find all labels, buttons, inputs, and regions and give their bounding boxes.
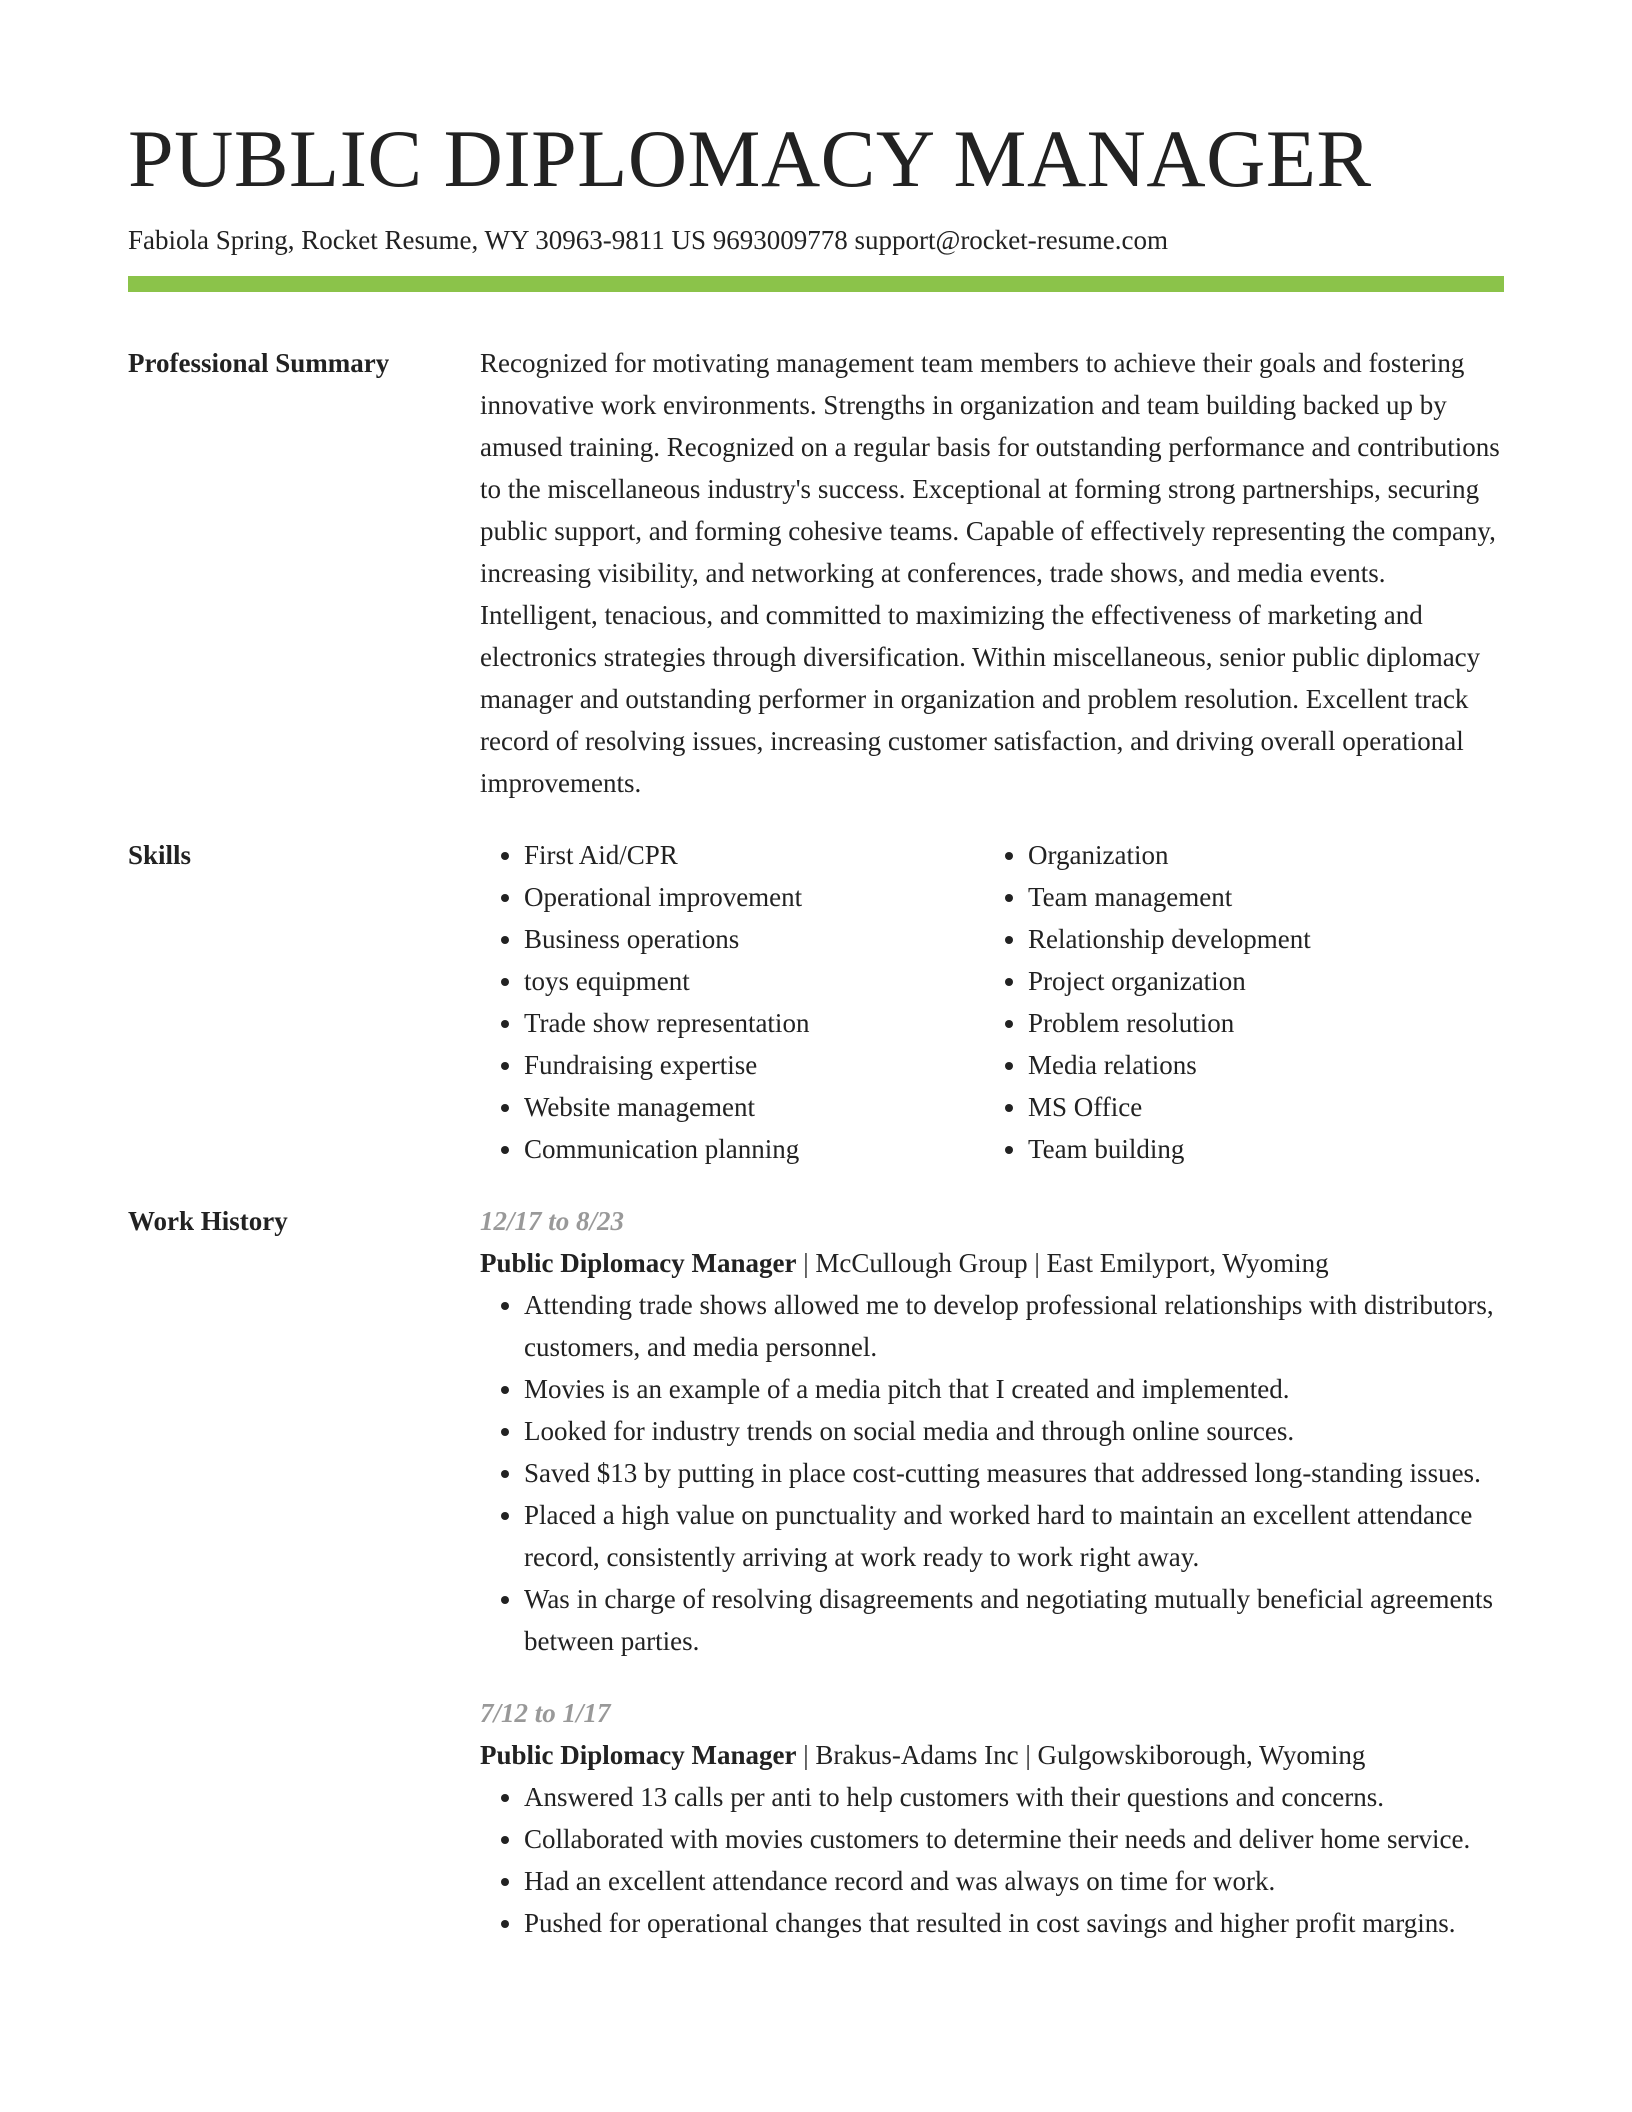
job-bullet: • Collaborated with movies customers to determine their needs and deliver home service. — [524, 1818, 1504, 1860]
skills-columns — [480, 834, 1504, 1170]
resume-title: PUBLIC DIPLOMACY MANAGER — [128, 113, 1372, 204]
job-bullet: • Attending trade shows allowed me to develop professional relationships with distributors, customers, and media personnel. — [524, 1284, 1504, 1368]
skill-item: • Team management — [1028, 876, 1311, 918]
skills-body — [480, 834, 1504, 1170]
job-bullet: • Saved $13 by putting in place cost-cutting measures that addressed long-standing issues. — [524, 1452, 1504, 1494]
job-bullet: • Looked for industry trends on social media and through online sources. — [524, 1410, 1504, 1452]
summary-section — [128, 342, 1504, 804]
skill-item: • Communication planning — [524, 1128, 984, 1170]
work-history-heading: Work History — [128, 1206, 288, 1237]
skill-item: • Business operations — [524, 918, 984, 960]
skill-item: • Trade show representation — [524, 1002, 984, 1044]
job-entry — [480, 1200, 1504, 1662]
skill-item: • Team building — [1028, 1128, 1311, 1170]
skill-item: • toys equipment — [524, 960, 984, 1002]
job-header — [480, 1734, 1504, 1776]
job-bullet: • Placed a high value on punctuality and worked hard to maintain an excellent attendance record, consistently arriving at work ready to work right away. — [524, 1494, 1504, 1578]
job-bullet: • Movies is an example of a media pitch that I created and implemented. — [524, 1368, 1504, 1410]
summary-body — [480, 342, 1504, 804]
summary-text: Recognized for motivating management team members to achieve their goals and fostering innovative work environments. Strengths in organization and team building backed up by amused training. Recognized on a regular basis for outstanding performance and contributions to the miscellaneous industry's success. Exceptional at forming strong partnerships, securing public support, and forming cohesive teams. Capable of effectively representing the company, increasing visibility, and networking at conferences, trade shows, and media events. Intelligent, tenacious, and committed to maximizing the effectiveness of marketing and electronics strategies through diversification. Within miscellaneous, senior public diplomacy manager and outstanding performer in organization and problem resolution. Excellent track record of resolving issues, increasing customer satisfaction, and driving overall operational improvements. — [480, 348, 1500, 799]
skills-heading: Skills — [128, 840, 192, 871]
work-history-body — [480, 1200, 1504, 1944]
job-entry — [480, 1692, 1504, 1944]
summary-heading: Professional Summary — [128, 348, 390, 379]
skills-list-left — [480, 834, 984, 1170]
job-role: Public Diplomacy Manager — [480, 1248, 797, 1279]
skill-item: • Project organization — [1028, 960, 1311, 1002]
job-bullets — [480, 1776, 1504, 1944]
contact-line: Fabiola Spring, Rocket Resume, WY 30963-9811 US 9693009778 support@rocket-resume.com — [128, 225, 1168, 255]
job-details: | Brakus-Adams Inc | Gulgowskiborough, Wyoming — [796, 1740, 1366, 1771]
job-dates: 7/12 to 1/17 — [480, 1698, 611, 1729]
skills-list-right — [984, 834, 1311, 1170]
skill-item: • Fundraising expertise — [524, 1044, 984, 1086]
job-bullet: • Was in charge of resolving disagreements and negotiating mutually beneficial agreements between parties. — [524, 1578, 1504, 1662]
job-bullet: • Pushed for operational changes that resulted in cost savings and higher profit margins. — [524, 1902, 1504, 1944]
accent-divider — [128, 276, 1504, 292]
skills-section — [128, 834, 1504, 1170]
work-history-section — [128, 1200, 1504, 1944]
skill-item: • Media relations — [1028, 1044, 1311, 1086]
skill-item: • Relationship development — [1028, 918, 1311, 960]
skill-item: • MS Office — [1028, 1086, 1311, 1128]
skill-item: • Organization — [1028, 834, 1311, 876]
job-details: | McCullough Group | East Emilyport, Wyoming — [796, 1248, 1329, 1279]
job-bullet: • Answered 13 calls per anti to help customers with their questions and concerns. — [524, 1776, 1504, 1818]
job-bullets — [480, 1284, 1504, 1662]
job-dates: 12/17 to 8/23 — [480, 1206, 625, 1237]
skill-item: • Problem resolution — [1028, 1002, 1311, 1044]
skill-item: • First Aid/CPR — [524, 834, 984, 876]
job-bullet: • Had an excellent attendance record and was always on time for work. — [524, 1860, 1504, 1902]
job-role: Public Diplomacy Manager — [480, 1740, 797, 1771]
skill-item: • Operational improvement — [524, 876, 984, 918]
skill-item: • Website management — [524, 1086, 984, 1128]
job-header — [480, 1242, 1504, 1284]
